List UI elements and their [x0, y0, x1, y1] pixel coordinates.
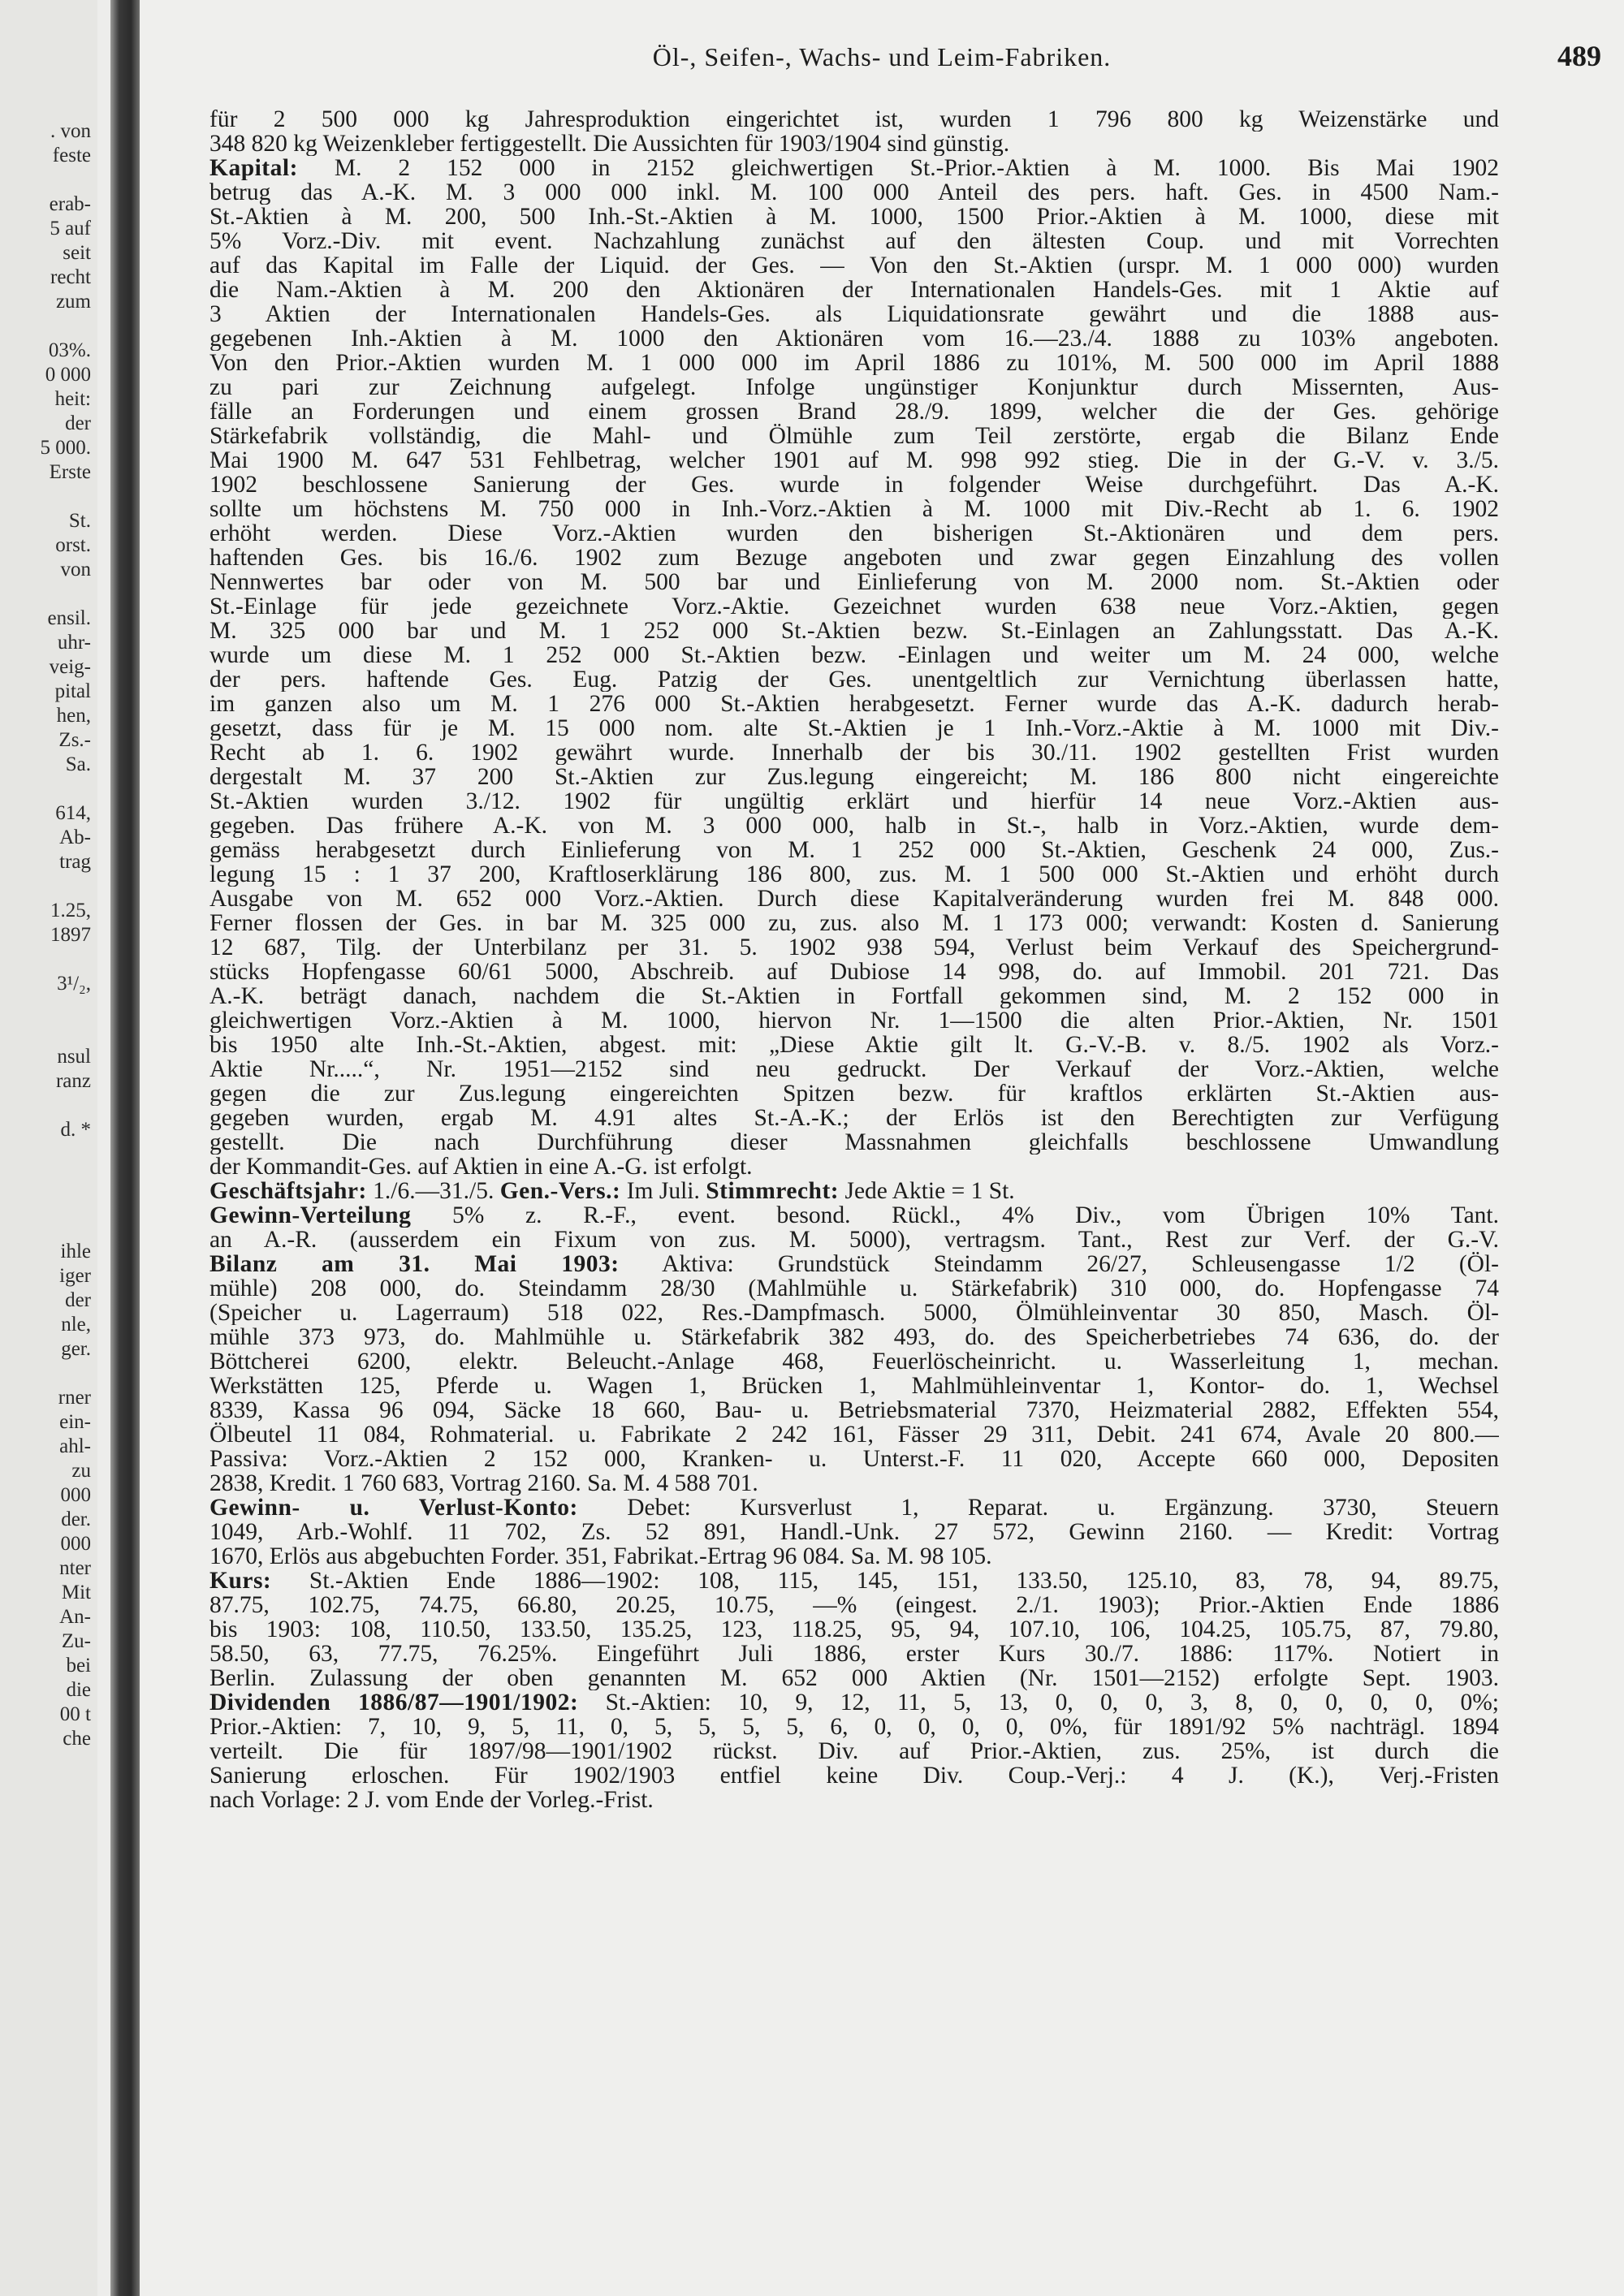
facing-page-fragment: 5 auf	[50, 218, 91, 240]
text-line	[209, 448, 1499, 473]
facing-page-fragment: ger.	[61, 1338, 91, 1360]
text-line	[209, 1130, 1499, 1154]
text-line	[209, 1617, 1499, 1642]
line-text: Jede Aktie = 1 St.	[839, 1179, 1015, 1203]
line-text: der Kommandit-Ges. auf Aktien in eine A.-G. ist erfolgt.	[209, 1154, 753, 1179]
text-line	[209, 1422, 1499, 1447]
line-text: Ölbeutel 11 084, Rohmaterial. u. Fabrikate 2 242 161, Fässer 29 311, Debit. 241 674, Avale 20 800.—	[209, 1422, 1499, 1447]
facing-page-fragment: 614,	[55, 802, 91, 824]
text-line	[209, 1788, 1499, 1812]
facing-page-fragment: d. *	[60, 1119, 91, 1141]
facing-page-fragment: St.	[68, 510, 91, 532]
facing-page-fragment: der	[65, 1289, 91, 1311]
text-line	[209, 984, 1499, 1008]
facing-page-fragment: che	[63, 1728, 91, 1750]
text-line	[209, 497, 1499, 521]
text-line	[209, 814, 1499, 838]
line-text: Recht ab 1. 6. 1902 gewährt wurde. Innerhalb der bis 30./11. 1902 gestellten Frist wurden	[209, 740, 1499, 765]
text-line	[209, 229, 1499, 253]
line-text: 5% Vorz.-Div. mit event. Nachzahlung zunächst auf den ältesten Coup. und mit Vorrechten	[209, 229, 1499, 253]
text-line	[209, 1179, 1499, 1203]
text-line	[209, 1008, 1499, 1033]
text-line	[209, 1739, 1499, 1763]
facing-page-fragment: nle,	[61, 1314, 91, 1336]
line-text: Sanierung erloschen. Für 1902/1903 entfiel keine Div. Coup.-Verj.: 4 J. (K.), Verj.-Fristen	[209, 1763, 1499, 1788]
text-line	[209, 911, 1499, 935]
text-line	[209, 838, 1499, 862]
facing-page-fragment: ranz	[55, 1070, 91, 1092]
text-line	[209, 1666, 1499, 1690]
facing-page-fragment: der	[65, 412, 91, 434]
text-line	[209, 424, 1499, 448]
text-line	[209, 1544, 1499, 1569]
text-line	[209, 692, 1499, 716]
section-label: Bilanz am 31. Mai 1903:	[209, 1252, 620, 1276]
facing-page-fragment: ihle	[60, 1241, 91, 1262]
section-label: Dividenden 1886/87—1901/1902:	[209, 1690, 579, 1715]
book-page	[140, 0, 1624, 2296]
text-line	[209, 205, 1499, 229]
line-text: Berlin. Zulassung der oben genannten M. 652 000 Aktien (Nr. 1501—2152) erfolgte Sept. 1903.	[209, 1666, 1499, 1690]
page-number: 489	[1557, 40, 1601, 72]
facing-page-fragment: die	[66, 1679, 91, 1701]
text-line	[209, 180, 1499, 205]
text-line	[209, 667, 1499, 692]
facing-page-fragment: ein-	[59, 1411, 91, 1433]
text-line	[209, 862, 1499, 887]
line-text: Nennwertes bar oder von M. 500 bar und Einlieferung von M. 2000 nom. St.-Aktien oder	[209, 570, 1499, 594]
facing-page-fragment: Sa.	[65, 753, 91, 775]
body-text	[209, 107, 1499, 1812]
text-line	[209, 1569, 1499, 1593]
line-text: 87.75, 102.75, 74.75, 66.80, 20.25, 10.75, —% (eingest. 2./1. 1903); Prior.-Aktien Ende 1886	[209, 1593, 1499, 1617]
section-label: Geschäftsjahr:	[209, 1179, 367, 1203]
line-text: auf das Kapital im Falle der Liquid. der Ges. — Von den St.-Aktien (urspr. M. 1 000 000) wurden	[209, 253, 1499, 278]
running-title: Öl-, Seifen-, Wachs- und Leim-Fabriken.	[652, 42, 1112, 71]
facing-page-fragment: orst.	[55, 534, 91, 556]
facing-page-fragment: nsul	[57, 1046, 91, 1068]
facing-page-fragment: 000	[60, 1484, 91, 1506]
facing-page-fragment: Zs.-	[58, 729, 91, 751]
line-text: Ausgabe von M. 652 000 Vorz.-Aktien. Durch diese Kapitalveränderung wurden frei M. 848 000.	[209, 887, 1499, 911]
line-text: zu pari zur Zeichnung aufgelegt. Infolge ungünstiger Konjunktur durch Missernten, Aus-	[209, 375, 1499, 399]
line-text: St.-Aktien: 10, 9, 12, 11, 5, 13, 0, 0, 0, 3, 8, 0, 0, 0, 0, 0%;	[578, 1690, 1499, 1715]
text-line	[209, 546, 1499, 570]
line-text: dergestalt M. 37 200 St.-Aktien zur Zus.legung eingereicht; M. 186 800 nicht eingereichte	[209, 765, 1499, 789]
line-text: Im Juli.	[620, 1179, 706, 1203]
text-line	[209, 375, 1499, 399]
text-line	[209, 594, 1499, 619]
facing-page-margin	[0, 0, 97, 2296]
facing-page-fragment: bei	[66, 1655, 91, 1677]
text-line	[209, 1154, 1499, 1179]
text-line	[209, 107, 1499, 132]
text-line	[209, 1081, 1499, 1106]
line-text: (Speicher u. Lagerraum) 518 022, Res.-Dampfmasch. 5000, Ölmühleinventar 30 850, Masch. Öl-	[209, 1301, 1499, 1325]
text-line	[209, 789, 1499, 814]
facing-page-fragment: 03%.	[48, 339, 91, 361]
line-text: Mai 1900 M. 647 531 Fehlbetrag, welcher 1901 auf M. 998 992 stieg. Die in der G.-V. v. 3./5.	[209, 448, 1499, 473]
text-line	[209, 1374, 1499, 1398]
text-line	[209, 1495, 1499, 1520]
text-line	[209, 1349, 1499, 1374]
line-text: an A.-R. (ausserdem ein Fixum von zus. M. 5000), vertragsm. Tant., Rest zur Verf. der G.-V.	[209, 1228, 1499, 1252]
line-text: M. 325 000 bar und M. 1 252 000 St.-Aktien bezw. St.-Einlagen an Zahlungsstatt. Das A.-K.	[209, 619, 1499, 643]
facing-page-fragment: ensil.	[47, 607, 91, 629]
line-text: im ganzen also um M. 1 276 000 St.-Aktien herabgesetzt. Ferner wurde das A.-K. dadurch herab-	[209, 692, 1499, 716]
section-label: Kurs:	[209, 1569, 272, 1593]
text-line	[209, 1642, 1499, 1666]
facing-page-fragment: recht	[50, 266, 91, 288]
line-text: St.-Aktien wurden 3./12. 1902 für ungültig erklärt und hierfür 14 neue Vorz.-Aktien aus-	[209, 789, 1499, 814]
line-text: mühle) 208 000, do. Steindamm 28/30 (Mahlmühle u. Stärkefabrik) 310 000, do. Hopfengasse 74	[209, 1276, 1499, 1301]
text-line	[209, 278, 1499, 302]
section-label: Kapital:	[209, 156, 298, 180]
facing-page-fragment: Erste	[49, 461, 91, 483]
facing-page-fragment: pital	[54, 680, 91, 702]
text-line	[209, 765, 1499, 789]
line-text: die Nam.-Aktien à M. 200 den Aktionären der Internationalen Handels-Ges. mit 1 Aktie auf	[209, 278, 1499, 302]
section-label: Stimmrecht:	[706, 1179, 840, 1203]
line-text: legung 15 : 1 37 200, Kraftloserklärung 186 800, zus. M. 1 500 000 St.-Aktien und erhöht durch	[209, 862, 1499, 887]
line-text: gestellt. Die nach Durchführung dieser Massnahmen gleichfalls beschlossene Umwandlung	[209, 1130, 1499, 1154]
facing-page-fragment: 5 000.	[40, 437, 91, 459]
text-line	[209, 570, 1499, 594]
text-line	[209, 326, 1499, 351]
text-line	[209, 1690, 1499, 1715]
line-text: M. 2 152 000 in 2152 gleichwertigen St.-Prior.-Aktien à M. 1000. Bis Mai 1902	[297, 156, 1499, 180]
line-text: 348 820 kg Weizenkleber fertiggestellt. Die Aussichten für 1903/1904 sind günstig.	[209, 132, 1010, 156]
line-text: Böttcherei 6200, elektr. Beleucht.-Anlage 468, Feuerlöscheinricht. u. Wasserleitung 1, mechan.	[209, 1349, 1499, 1374]
line-text: wurde um diese M. 1 252 000 St.-Aktien bezw. -Einlagen und weiter um M. 24 000, welche	[209, 643, 1499, 667]
line-text: Aktiva: Grundstück Steindamm 26/27, Schleusengasse 1/2 (Öl-	[619, 1252, 1499, 1276]
text-line	[209, 1228, 1499, 1252]
text-line	[209, 302, 1499, 326]
text-line	[209, 1520, 1499, 1544]
facing-page-fragment: seit	[63, 242, 91, 264]
line-text: 1670, Erlös aus abgebuchten Forder. 351, Fabrikat.-Ertrag 96 084. Sa. M. 98 105.	[209, 1544, 992, 1569]
line-text: stücks Hopfengasse 60/61 5000, Abschreib. auf Dubiose 14 998, do. auf Immobil. 201 721. Das	[209, 960, 1499, 984]
text-line	[209, 1252, 1499, 1276]
text-line	[209, 1325, 1499, 1349]
line-text: gegen die zur Zus.legung eingereichten Spitzen bezw. für kraftlos erklärten St.-Aktien aus-	[209, 1081, 1499, 1106]
text-line	[209, 716, 1499, 740]
section-label: Gen.-Vers.:	[499, 1179, 621, 1203]
line-text: betrug das A.-K. M. 3 000 000 inkl. M. 100 000 Anteil des pers. haft. Ges. in 4500 Nam.-	[209, 180, 1499, 205]
text-line	[209, 156, 1499, 180]
line-text: für 2 500 000 kg Jahresproduktion eingerichtet ist, wurden 1 796 800 kg Weizenstärke und	[209, 107, 1499, 132]
facing-page-fragment: rner	[58, 1387, 91, 1409]
line-text: haftenden Ges. bis 16./6. 1902 zum Bezuge angeboten und zwar gegen Einzahlung des vollen	[209, 546, 1499, 570]
text-line	[209, 351, 1499, 375]
text-line	[209, 935, 1499, 960]
text-line	[209, 619, 1499, 643]
line-text: Stärkefabrik vollständig, die Mahl- und Ölmühle zum Teil zerstörte, ergab die Bilanz Ende	[209, 424, 1499, 448]
line-text: gegebenen Inh.-Aktien à M. 1000 den Aktionären vom 16.—23./4. 1888 zu 103% angeboten.	[209, 326, 1499, 351]
text-line	[209, 1057, 1499, 1081]
facing-page-fragment: feste	[52, 145, 91, 166]
facing-page-fragment: 00 t	[59, 1703, 91, 1725]
text-line	[209, 1276, 1499, 1301]
line-text: 12 687, Tilg. der Unterbilanz per 31. 5. 1902 938 594, Verlust beim Verkauf des Speichergrund-	[209, 935, 1499, 960]
facing-page-fragment: zum	[55, 291, 91, 313]
text-line	[209, 960, 1499, 984]
line-text: Aktie Nr.....“, Nr. 1951—2152 sind neu gedruckt. Der Verkauf der Vorz.-Aktien, welche	[209, 1057, 1499, 1081]
line-text: 8339, Kassa 96 094, Säcke 18 660, Bau- u. Betriebsmaterial 7370, Heizmaterial 2882, Effekten 554,	[209, 1398, 1499, 1422]
line-text: fälle an Forderungen und einem grossen Brand 28./9. 1899, welcher die der Ges. gehörige	[209, 399, 1499, 424]
line-text: Passiva: Vorz.-Aktien 2 152 000, Kranken- u. Unterst.-F. 11 020, Accepte 660 000, Depositen	[209, 1447, 1499, 1471]
line-text: 1902 beschlossene Sanierung der Ges. wurde in folgender Weise durchgeführt. Das A.-K.	[209, 473, 1499, 497]
text-line	[209, 1106, 1499, 1130]
line-text: Von den Prior.-Aktien wurden M. 1 000 000 im April 1886 zu 101%, M. 500 000 im April 1888	[209, 351, 1499, 375]
line-text: Prior.-Aktien: 7, 10, 9, 5, 11, 0, 5, 5, 5, 5, 6, 0, 0, 0, 0, 0%, für 1891/92 5% nachträgl. 1894	[209, 1715, 1499, 1739]
text-line	[209, 1593, 1499, 1617]
line-text: erhöht werden. Diese Vorz.-Aktien wurden den bisherigen St.-Aktionären und dem pers.	[209, 521, 1499, 546]
text-line	[209, 1471, 1499, 1495]
line-text: Ferner flossen der Ges. in bar M. 325 000 zu, zus. also M. 1 173 000; verwandt: Kosten d. Sanierung	[209, 911, 1499, 935]
facing-page-fragment: 1.25,	[50, 900, 91, 921]
text-line	[209, 1301, 1499, 1325]
facing-page-fragment: Mit	[61, 1582, 91, 1603]
facing-page-fragment: 1897	[50, 924, 91, 946]
facing-page-fragment: ahl-	[59, 1435, 91, 1457]
line-text: St.-Einlage für jede gezeichnete Vorz.-Aktie. Gezeichnet wurden 638 neue Vorz.-Aktien, gegen	[209, 594, 1499, 619]
facing-page-fragment: von	[60, 559, 91, 580]
line-text: 3 Aktien der Internationalen Handels-Ges. als Liquidationsrate gewährt und die 1888 aus-	[209, 302, 1499, 326]
facing-page-fragment: der.	[61, 1508, 91, 1530]
line-text: gegeben wurden, ergab M. 4.91 altes St.-A.-K.; der Erlös ist den Berechtigten zur Verfügung	[209, 1106, 1499, 1130]
line-text: 2838, Kredit. 1 760 683, Vortrag 2160. Sa. M. 4 588 701.	[209, 1471, 758, 1495]
text-line	[209, 887, 1499, 911]
section-label: Gewinn- u. Verlust-Konto:	[209, 1495, 578, 1520]
text-line	[209, 740, 1499, 765]
facing-page-fragment: nter	[59, 1557, 91, 1579]
facing-page-fragment: An-	[59, 1606, 91, 1628]
line-text: sollte um höchstens M. 750 000 in Inh.-Vorz.-Aktien à M. 1000 mit Div.-Recht ab 1. 6. 1902	[209, 497, 1499, 521]
line-text: 1./6.—31./5.	[366, 1179, 500, 1203]
facing-page-fragment: erab-	[49, 193, 91, 215]
facing-page-fragment: uhr-	[57, 632, 91, 654]
facing-page-fragment: . von	[50, 120, 91, 142]
text-line	[209, 132, 1499, 156]
running-head	[140, 36, 1624, 76]
line-text: St.-Aktien Ende 1886—1902: 108, 115, 145, 151, 133.50, 125.10, 83, 78, 94, 89.75,	[271, 1569, 1499, 1593]
line-text: 1049, Arb.-Wohlf. 11 702, Zs. 52 891, Handl.-Unk. 27 572, Gewinn 2160. — Kredit: Vortrag	[209, 1520, 1499, 1544]
facing-page-fragment: 3¹/₂,	[57, 973, 91, 995]
section-label: Gewinn-Verteilung	[209, 1203, 412, 1228]
line-text: Debet: Kursverlust 1, Reparat. u. Ergänzung. 3730, Steuern	[577, 1495, 1499, 1520]
text-line	[209, 1398, 1499, 1422]
text-line	[209, 473, 1499, 497]
line-text: A.-K. beträgt danach, nachdem die St.-Aktien in Fortfall gekommen sind, M. 2 152 000 in	[209, 984, 1499, 1008]
text-line	[209, 1033, 1499, 1057]
line-text: 5% z. R.-F., event. besond. Rückl., 4% Div., vom Übrigen 10% Tant.	[411, 1203, 1499, 1228]
text-line	[209, 521, 1499, 546]
line-text: mühle 373 973, do. Mahlmühle u. Stärkefabrik 382 493, do. des Speicherbetriebes 74 636, do. der	[209, 1325, 1499, 1349]
line-text: der pers. haftende Ges. Eug. Patzig der Ges. unentgeltlich zur Vernichtung überlassen hatte,	[209, 667, 1499, 692]
facing-page-fragment: Ab-	[59, 826, 91, 848]
facing-page-fragment: 000	[60, 1533, 91, 1555]
text-line	[209, 399, 1499, 424]
text-line	[209, 253, 1499, 278]
text-line	[209, 1447, 1499, 1471]
text-line	[209, 1203, 1499, 1228]
facing-page-fragment: 0 000	[45, 364, 91, 386]
line-text: gesetzt, dass für je M. 15 000 nom. alte St.-Aktien je 1 Inh.-Vorz.-Aktie à M. 1000 mit Div.-	[209, 716, 1499, 740]
text-line	[209, 1715, 1499, 1739]
line-text: Werkstätten 125, Pferde u. Wagen 1, Brücken 1, Mahlmühleinventar 1, Kontor- do. 1, Wechsel	[209, 1374, 1499, 1398]
line-text: nach Vorlage: 2 J. vom Ende der Vorleg.-Frist.	[209, 1788, 654, 1812]
facing-page-fragment: iger	[59, 1265, 91, 1287]
facing-page-fragment: zu	[71, 1460, 91, 1482]
text-line	[209, 643, 1499, 667]
facing-page-fragment: heit:	[54, 388, 91, 410]
line-text: gemäss herabgesetzt durch Einlieferung von M. 1 252 000 St.-Aktien, Geschenk 24 000, Zus.-	[209, 838, 1499, 862]
facing-page-fragment: hen,	[56, 705, 91, 727]
line-text: bis 1903: 108, 110.50, 133.50, 135.25, 123, 118.25, 95, 94, 107.10, 106, 104.25, 105.75, 87, 79.80,	[209, 1617, 1499, 1642]
line-text: 58.50, 63, 77.75, 76.25%. Eingeführt Juli 1886, erster Kurs 30./7. 1886: 117%. Notiert in	[209, 1642, 1499, 1666]
line-text: St.-Aktien à M. 200, 500 Inh.-St.-Aktien à M. 1000, 1500 Prior.-Aktien à M. 1000, diese mit	[209, 205, 1499, 229]
facing-page-fragment: Zu-	[61, 1630, 91, 1652]
line-text: verteilt. Die für 1897/98—1901/1902 rückst. Div. auf Prior.-Aktien, zus. 25%, ist durch die	[209, 1739, 1499, 1763]
facing-page-fragment: trag	[59, 851, 91, 873]
line-text: gegeben. Das frühere A.-K. von M. 3 000 000, halb in St.-, halb in Vorz.-Aktien, wurde dem-	[209, 814, 1499, 838]
line-text: gleichwertigen Vorz.-Aktien à M. 1000, hiervon Nr. 1—1500 die alten Prior.-Aktien, Nr. 1501	[209, 1008, 1499, 1033]
text-line	[209, 1763, 1499, 1788]
book-gutter	[110, 0, 140, 2296]
line-text: bis 1950 alte Inh.-St.-Aktien, abgest. mit: „Diese Aktie gilt lt. G.-V.-B. v. 8./5. 1902 als Vorz.-	[209, 1033, 1499, 1057]
facing-page-fragment: veig-	[49, 656, 91, 678]
